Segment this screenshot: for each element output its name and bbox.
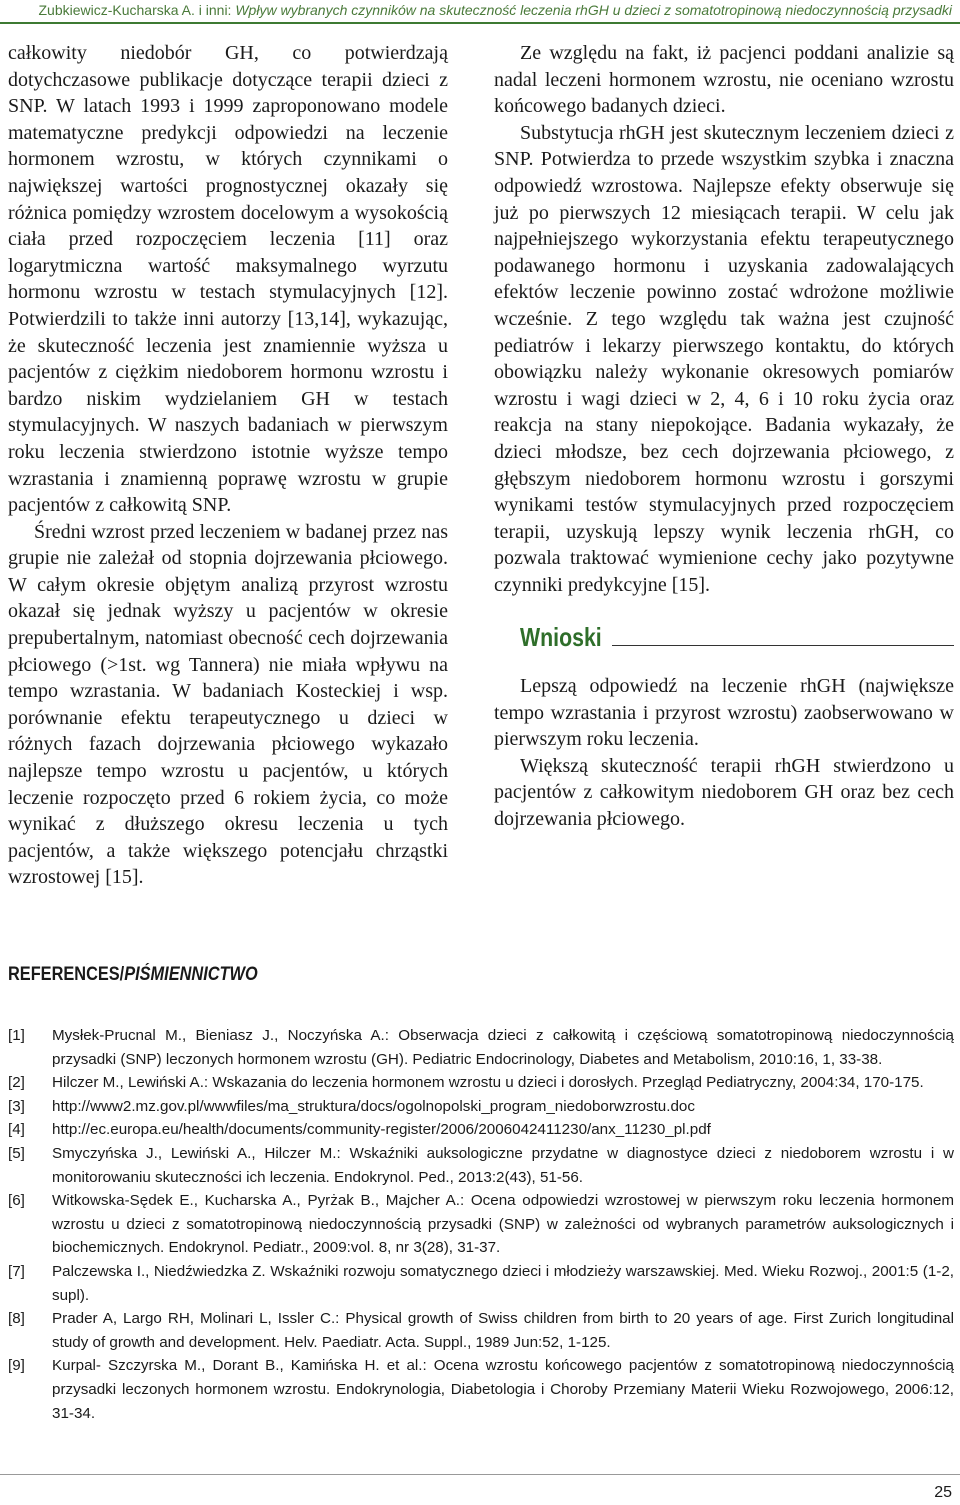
right-column (494, 40, 954, 833)
references-heading-pl: PIŚMIENNICTWO (124, 964, 258, 985)
reference-link[interactable]: http://www2.mz.gov.pl/wwwfiles/ma_struktura/docs/ogolnopolski_program_niedoborwzrostu.doc (52, 1097, 695, 1115)
reference-text: Hilczer M., Lewiński A.: Wskazania do leczenia hormonem wzrostu u dzieci i dorosłych. Przegląd Pediatryczny, 2004:34, 170-175. (52, 1074, 924, 1092)
reference-text: Smyczyńska J., Lewiński A., Hilczer M.: Wskaźniki auksologiczne przydatne w diagnostyce dzieci z niedoborem wzrostu i w monitorowaniu skuteczności ich leczenia. Endokrynol. Ped., 2013:2(43), 51-56. (52, 1144, 954, 1186)
reference-text: Mysłek-Prucnal M., Bieniasz J., Noczyńska A.: Obserwacja dzieci z całkowitą i częściową somatotropinową niedoczynnością przysadki (SNP) leczonych hormonem wzrostu (GH). Pediatric Endocrinology, Diabetes and Metabolism, 2010:16, 1, 33-38. (52, 1027, 954, 1068)
reference-number: [2] (8, 1074, 25, 1092)
reference-text: Kurpal- Szczyrska M., Dorant B., Kamińska H. et al.: Ocena wzrostu końcowego pacjentów z somatotropinową niedoczynnością przysadki leczonych hormonem wzrostu. Endokrynologia, Diabetologia i Choroby Przemiany Materii Wieku Rozwojowego, 2006:12, 31-34. (52, 1357, 954, 1422)
reference-item (8, 1071, 954, 1095)
left-paragraph-1: całkowity niedobór GH, co potwierdzają dotychczasowe publikacje dotyczące terapii dzieci z SNP. W latach 1993 i 1999 zaproponowano modele matematyczne predykcji odpowiedzi na leczenie hormonem wzrostu, w których czynnikami o największej wartości prognostycznej okazały się różnica pomiędzy wzrostem docelowym a wysokością ciała przed rozpoczęciem leczenia [11] oraz logarytmiczna wartość maksymalnego wyrzutu hormonu wzrostu w testach stymulacyjnych [12]. Potwierdzili to także inni autorzy [13,14], wykazując, że skuteczność leczenia jest znamiennie wyższa u pacjentów z ciężkim niedoborem hormonu wzrostu i bardzo niskim wydzielaniem GH w testach stymulacyjnych. W naszych badaniach w pierwszym roku leczenia stwierdzono istotnie wyższe tempo wzrastania i znamienną poprawę wzrostu w grupie pacjentów z całkowitą SNP. (8, 42, 448, 517)
reference-number: [6] (8, 1192, 25, 1210)
references-heading (8, 964, 258, 986)
header-rule (0, 22, 960, 24)
reference-number: [5] (8, 1144, 25, 1162)
reference-item (8, 1118, 954, 1142)
reference-item (8, 1024, 954, 1071)
reference-text: Palczewska I., Niedźwiedzka Z. Wskaźniki rozwoju somatycznego dzieci i młodzieży warszawskiej. Med. Wieku Rozwoj., 2001:5 (1-2, supl). (52, 1262, 954, 1304)
conclusion-paragraph-2: Większą skuteczność terapii rhGH stwierdzono u pacjentów z całkowitym niedoborem GH oraz bez cech dojrzewania płciowego. (494, 754, 954, 831)
reference-item (8, 1260, 954, 1307)
right-paragraph-2: Substytucja rhGH jest skutecznym leczeniem dzieci z SNP. Potwierdza to przede wszystkim szybka i znaczna odpowiedź wzrostowa. Najlepsze efekty obserwuje się już po pierwszych 12 miesiącach terapii. W celu jak najpełniejszego wykorzystania efektu terapeutycznego podawanego hormonu i uzyskania zadowalających efektów leczenie powinno zostać wdrożone możliwie wcześnie. Z tego względu tak ważna jest czujność pediatrów i lekarzy pierwszego kontaktu, do których obowiązku należy wykonanie okresowych pomiarów wzrostu i wagi dzieci w 2, 4, 6 i 10 roku życia oraz reakcja na stany niepokojące. Badania wykazały, że dzieci młodsze, bez cech dojrzewania płciowego, z głębszym niedoborem hormonu wzrostu i gorszymi wynikami testów stymulacyjnych przed rozpoczęciem terapii, uzyskują lepszy wynik leczenia rhGH, co pozwala traktować wymienione cechy jako pozytywne czynniki predykcyjne [15]. (494, 121, 954, 596)
reference-number: [7] (8, 1262, 25, 1280)
reference-item (8, 1142, 954, 1189)
reference-number: [8] (8, 1310, 25, 1328)
conclusion-paragraph-1: Lepszą odpowiedź na leczenie rhGH (największe tempo wzrastania i przyrost wzrostu) zaobserwowano w pierwszym roku leczenia. (494, 675, 954, 751)
reference-link[interactable]: http://ec.europa.eu/health/documents/community-register/2006/2006042411230/anx_11230_pl.pdf (52, 1121, 711, 1139)
conclusions-rule (612, 645, 954, 646)
header-author: Zubkiewicz-Kucharska A. i inni: (38, 2, 236, 18)
reference-number: [4] (8, 1121, 25, 1139)
left-paragraph-2: Średni wzrost przed leczeniem w badanej przez nas grupie nie zależał od stopnia dojrzewania płciowego. W całym okresie objętym analizą przyrost wzrostu okazał się jednak wyższy u pacjentów w okresie prepubertalnym, natomiast obecność cech dojrzewania płciowego (>1st. wg Tannera) nie miała wpływu na tempo wzrastania. W badaniach Kosteckiej i wsp. porównanie efektu terapeutycznego u dzieci w różnych fazach dojrzewania płciowego wykazało najlepsze tempo wzrostu u pacjentów, u których leczenie rozpoczęto przed 6 rokiem życia, co może wynikać z dłuższego okresu leczenia u tych pacjentów, a także większego potencjału chrząstki wzrostowej [15]. (8, 520, 448, 889)
reference-text: Prader A, Largo RH, Molinari L, Issler C.: Physical growth of Swiss children from birth to 20 years of age. First Zurich longitudinal study of growth and development. Helv. Paediatr. Acta. Suppl., 1989 Jun:52, 1-125. (52, 1310, 954, 1351)
right-paragraph-1: Ze względu na fakt, iż pacjenci poddani analizie są nadal leczeni hormonem wzrostu, nie oceniano wzrostu końcowego badanych dzieci. (494, 42, 954, 118)
left-column (8, 40, 448, 891)
reference-item (8, 1095, 954, 1119)
reference-item (8, 1354, 954, 1425)
reference-number: [1] (8, 1027, 25, 1044)
header-title: Wpływ wybranych czynników na skuteczność leczenia rhGH u dzieci z somatotropinową niedoczynnością przysadki (235, 2, 952, 18)
reference-number: [9] (8, 1357, 25, 1375)
conclusions-heading (520, 624, 954, 651)
reference-number: [3] (8, 1097, 25, 1115)
references-list (8, 1024, 954, 1425)
footer-rule (0, 1474, 960, 1475)
page-number: 25 (934, 1484, 952, 1501)
conclusions-title: Wnioski (520, 622, 602, 653)
reference-text: Witkowska-Sędek E., Kucharska A., Pyrżak B., Majcher A.: Ocena odpowiedzi wzrostowej w pierwszym roku leczenia hormonem wzrostu u dzieci z somatotropinową niedoczynnością przysadki (SNP) w zależności od wybranych parametrów auksologicznych i biochemicznych. Endokrynol. Pediatr., 2009:vol. 8, nr 3(28), 31-37. (52, 1192, 954, 1257)
reference-item (8, 1189, 954, 1260)
references-heading-en: REFERENCES/ (8, 964, 125, 985)
reference-item (8, 1307, 954, 1354)
